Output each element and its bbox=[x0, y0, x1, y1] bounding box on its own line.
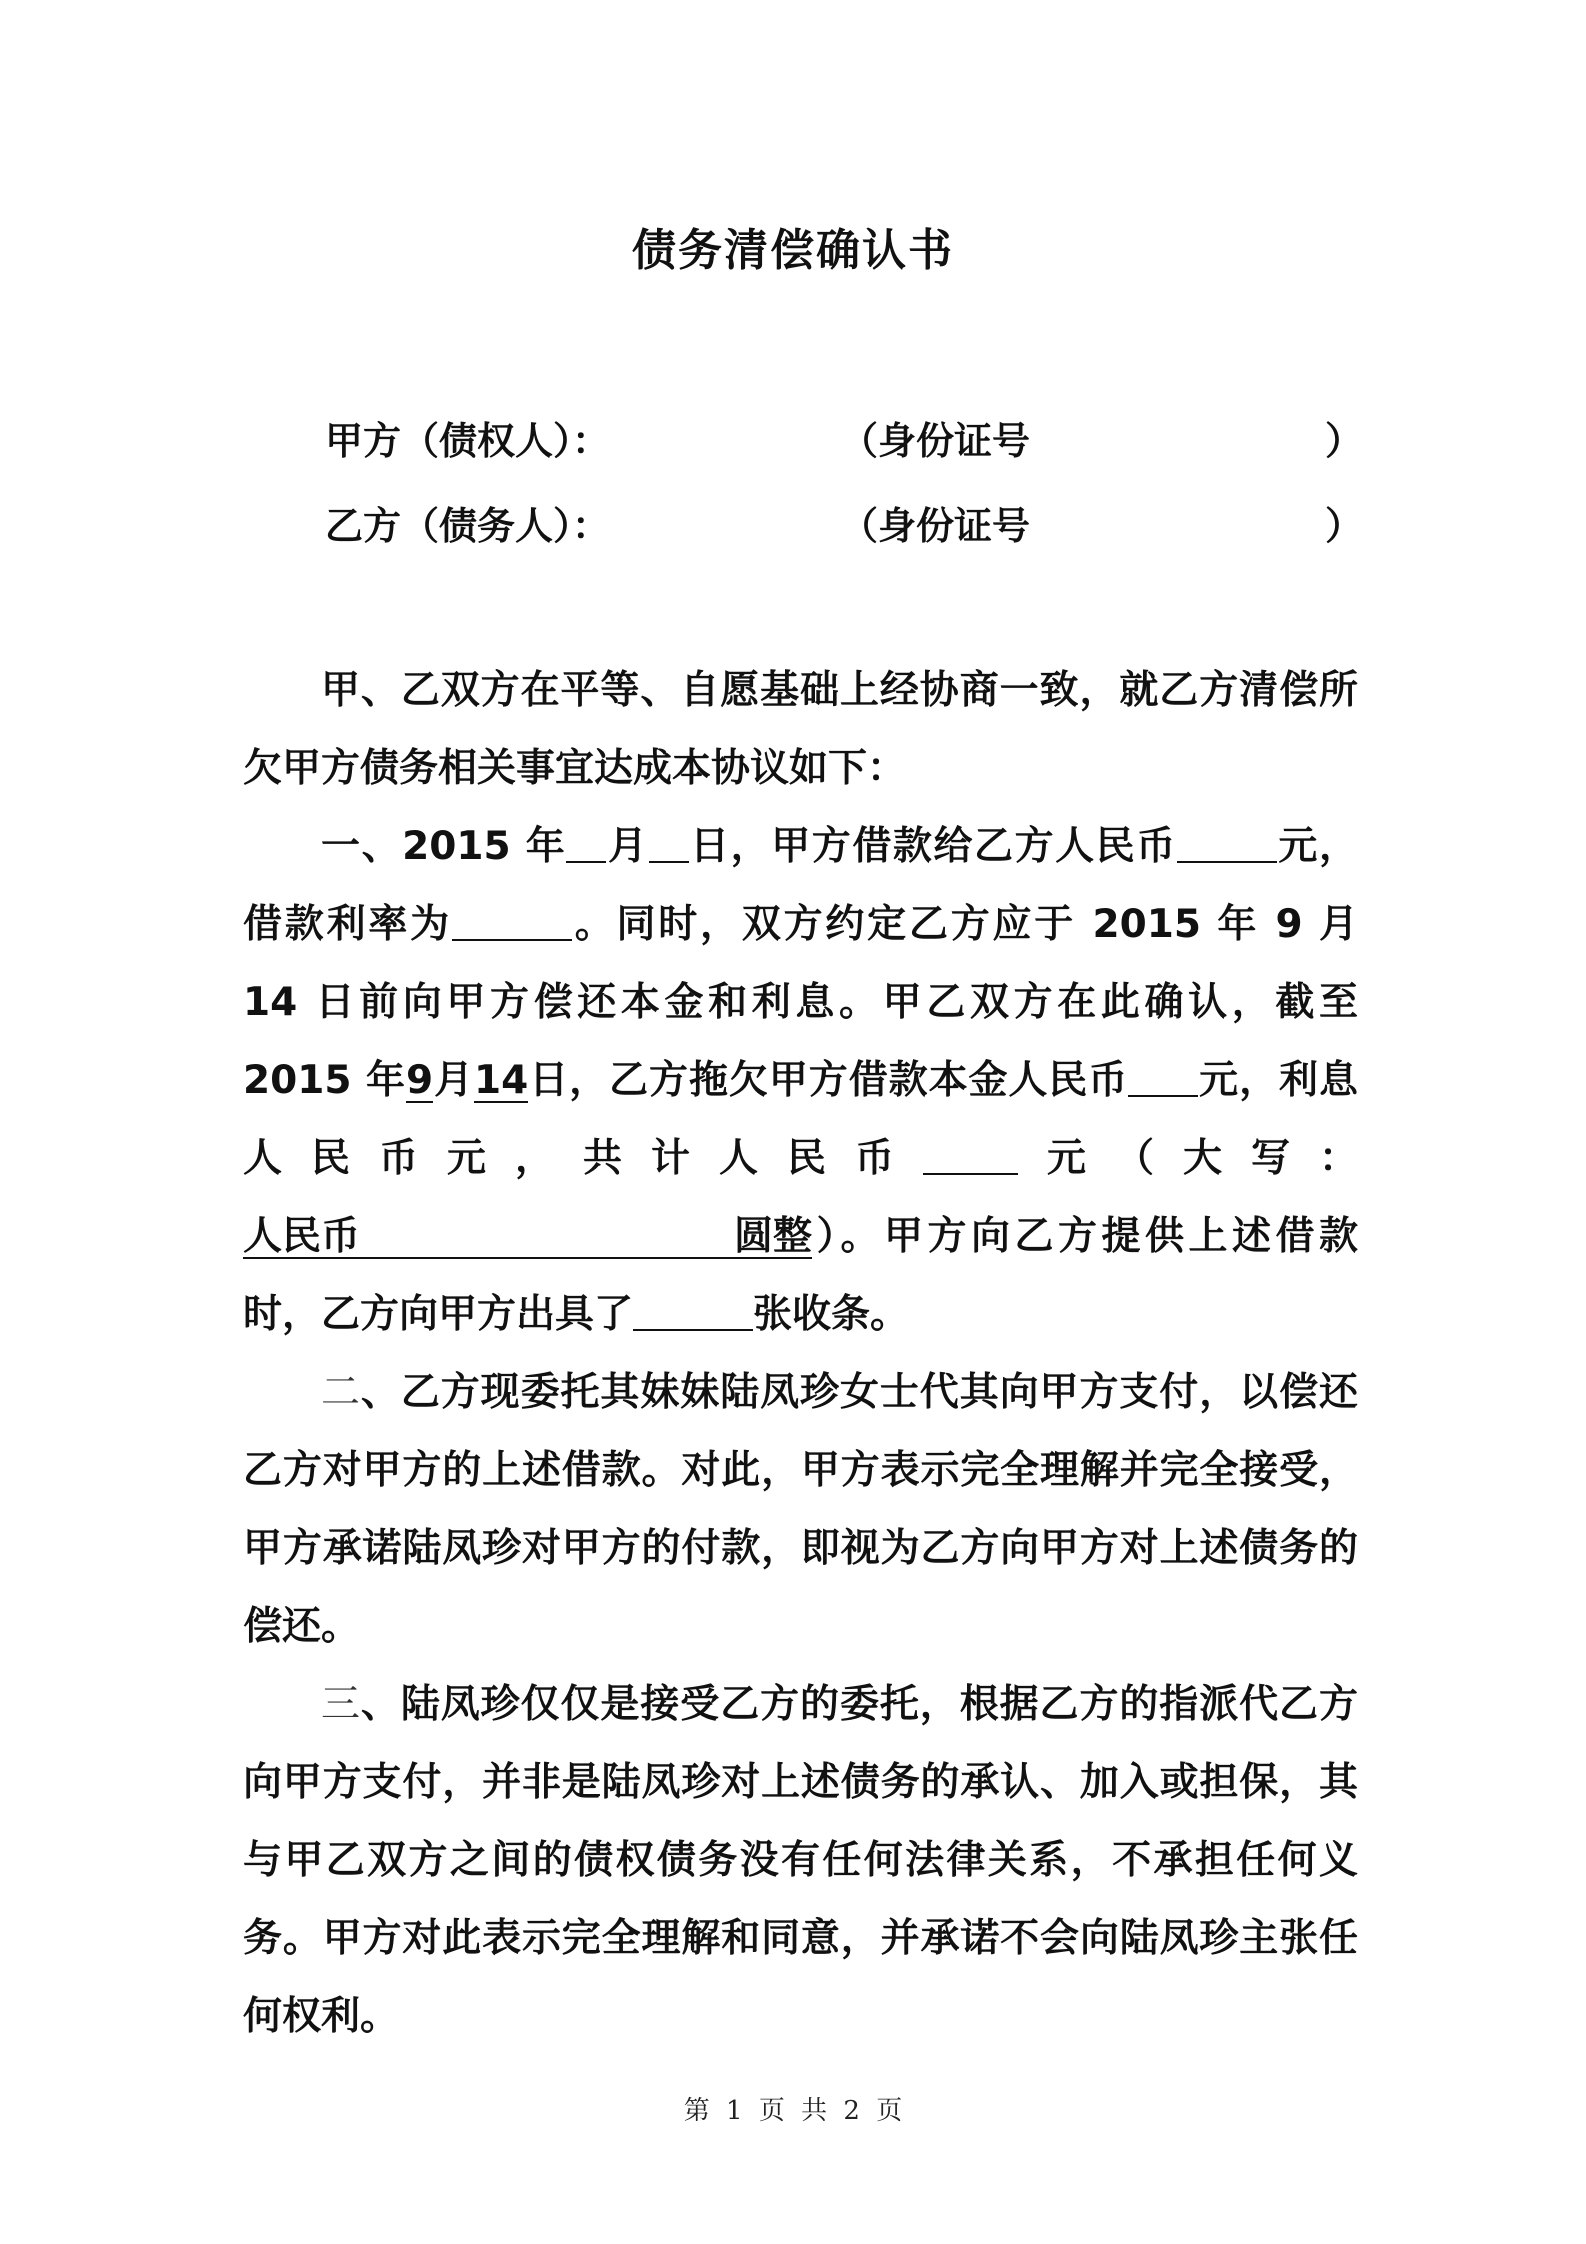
amount-in-words-zheng: 整 bbox=[773, 1214, 813, 1259]
document-title: 债务清偿确认书 bbox=[632, 225, 954, 276]
cutoff-month-underlined: 9 bbox=[406, 1058, 434, 1103]
interest-rate-blank bbox=[452, 903, 572, 941]
clause-1-text: 月 bbox=[606, 824, 649, 869]
party-a-id-label: （身份证号 bbox=[840, 419, 1031, 463]
page-footer: 第 1 页 共 2 页 bbox=[683, 2096, 903, 2126]
party-b-id-label: （身份证号 bbox=[840, 504, 1031, 548]
party-a-id-close: ） bbox=[1325, 419, 1364, 463]
clause-1-text: 元，利息人民币元，共计人民币 bbox=[243, 1058, 1358, 1181]
party-b-id-close: ） bbox=[1325, 504, 1364, 548]
clause-1-text: 日，甲方借款给乙方人民币 bbox=[688, 824, 1177, 869]
clause-1-paragraph bbox=[243, 808, 1358, 1354]
cutoff-day-underlined: 14 bbox=[474, 1058, 529, 1103]
clause-3-number: 三 bbox=[321, 1682, 361, 1727]
principal-blank bbox=[1128, 1059, 1198, 1097]
amount-in-words-prefix: 人民币 bbox=[243, 1214, 361, 1259]
amount-in-words-field bbox=[243, 1214, 773, 1259]
clause-1-text: 。同时，双方约定乙方应于 2015 年 9 月 14 日前向甲方偿还本金和利息。甲乙双方在此确认，截至 2015 年 bbox=[243, 902, 1358, 1103]
party-b-label: 乙方（债务人）： bbox=[325, 504, 611, 548]
party-b-line bbox=[325, 495, 1364, 550]
loan-month-blank bbox=[566, 825, 606, 863]
clause-2-number: 二 bbox=[321, 1370, 361, 1415]
clause-1-text: 元（大写： bbox=[1017, 1136, 1358, 1181]
intro-paragraph: 甲、乙双方在平等、自愿基础上经协商一致，就乙方清偿所欠甲方债务相关事宜达成本协议如下： bbox=[243, 668, 1358, 791]
clause-2-paragraph bbox=[243, 1354, 1358, 1666]
party-a-label: 甲方（债权人）： bbox=[325, 419, 611, 463]
clause-3-paragraph bbox=[243, 1666, 1358, 2056]
loan-amount-blank bbox=[1177, 825, 1277, 863]
clause-1-text: 日，乙方拖欠甲方借款本金人民币 bbox=[528, 1058, 1129, 1103]
clause-1-text: 月 bbox=[433, 1058, 475, 1103]
receipt-count-blank bbox=[633, 1293, 753, 1331]
amount-in-words-suffix: 圆 bbox=[733, 1214, 773, 1259]
clause-1-text: ）。甲方向乙方提供上述借款时，乙方向甲方出具了 bbox=[243, 1214, 1358, 1337]
party-a-line bbox=[325, 410, 1364, 465]
clause-1-text: 元，借款利率为 bbox=[243, 824, 1358, 947]
total-amount-blank bbox=[923, 1137, 1018, 1175]
agreement-body bbox=[243, 652, 1358, 2056]
clause-1-text: 张收条。 bbox=[753, 1292, 910, 1337]
loan-day-blank bbox=[649, 825, 689, 863]
clause-1-text: 一、2015 年 bbox=[321, 824, 567, 869]
clause-2-text: 、乙方现委托其妹妹陆凤珍女士代其向甲方支付，以偿还乙方对甲方的上述借款。对此，甲方表示完全理解并完全接受，甲方承诺陆凤珍对甲方的付款，即视为乙方向甲方对上述债务的偿还。 bbox=[243, 1370, 1358, 1649]
clause-3-text: 、陆凤珍仅仅是接受乙方的委托，根据乙方的指派代乙方向甲方支付，并非是陆凤珍对上述债务的承认、加入或担保，其与甲乙双方之间的债权债务没有任何法律关系，不承担任何义务。甲方对此表示完全理解和同意，并承诺不会向陆凤珍主张任何权利。 bbox=[243, 1682, 1358, 2039]
